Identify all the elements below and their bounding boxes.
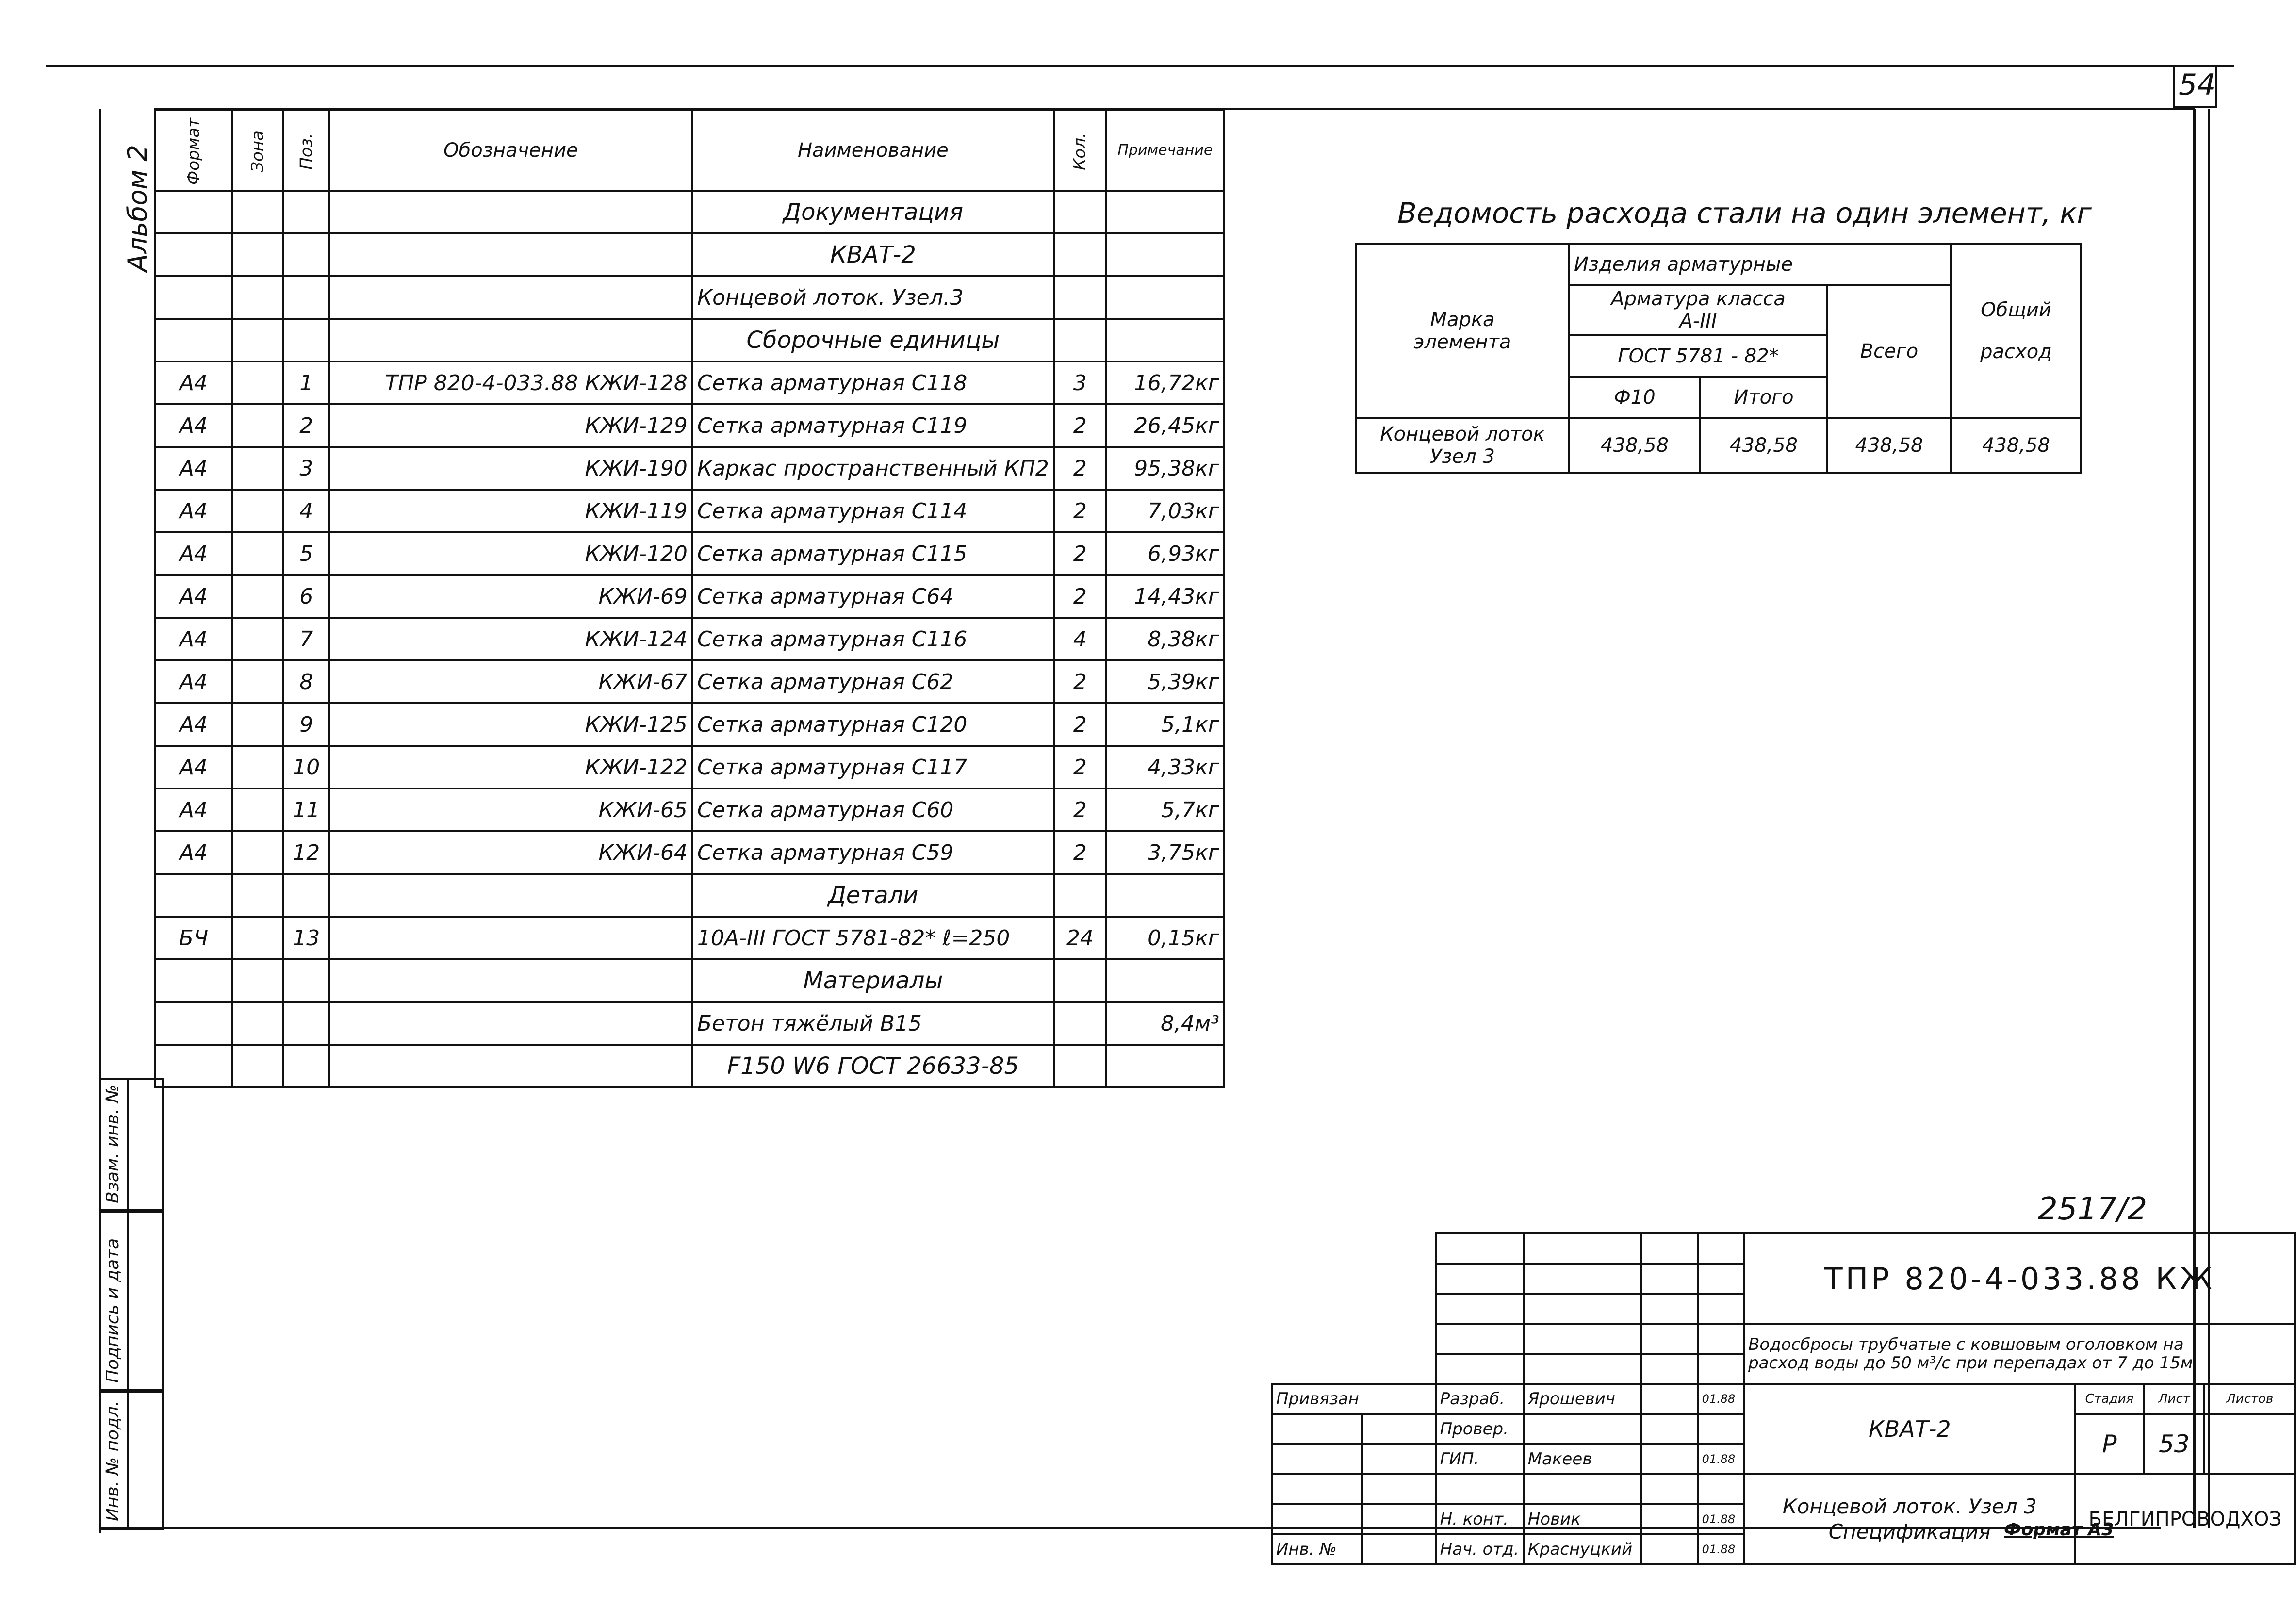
spec-row bbox=[155, 447, 1224, 490]
spec-format-cell bbox=[155, 959, 232, 1002]
spec-zone-cell bbox=[232, 703, 283, 746]
spec-zone-cell bbox=[232, 831, 283, 874]
spec-designation-cell bbox=[329, 233, 692, 276]
signature-5 bbox=[1641, 1534, 1698, 1564]
spec-qty-cell: 24 bbox=[1054, 917, 1106, 959]
spec-designation-cell: КЖИ-122 bbox=[329, 746, 692, 789]
spec-note-cell bbox=[1106, 959, 1224, 1002]
row-phi: 438,58 bbox=[1569, 418, 1700, 473]
spec-name-cell: Сетка арматурная С60 bbox=[692, 789, 1054, 831]
spec-designation-cell: ТПР 820-4-033.88 КЖИ-128 bbox=[329, 361, 692, 404]
role-0: Разраб. bbox=[1436, 1384, 1524, 1414]
spec-designation-cell bbox=[329, 1045, 692, 1087]
spec-name-cell: Сетка арматурная С120 bbox=[692, 703, 1054, 746]
sheet-header: Лист bbox=[2144, 1384, 2204, 1414]
name-header: Наименование bbox=[692, 110, 1054, 191]
spec-row bbox=[155, 789, 1224, 831]
gost-header: ГОСТ 5781 - 82* bbox=[1569, 335, 1827, 377]
name-4: Новик bbox=[1524, 1504, 1641, 1534]
spec-note-cell: 95,38кг bbox=[1106, 447, 1224, 490]
spec-qty-cell: 2 bbox=[1054, 703, 1106, 746]
spec-format-cell: А4 bbox=[155, 831, 232, 874]
spec-format-cell bbox=[155, 191, 232, 233]
spec-zone-cell bbox=[232, 404, 283, 447]
spec-format-cell bbox=[155, 874, 232, 917]
sheets-value bbox=[2204, 1414, 2295, 1474]
spec-row bbox=[155, 276, 1224, 319]
spec-pos-cell: 12 bbox=[283, 831, 329, 874]
stage-header: Стадия bbox=[2075, 1384, 2144, 1414]
side-inv-podl-label: Инв. № подл. bbox=[103, 1400, 123, 1521]
privyazan-label: Привязан bbox=[1272, 1384, 1436, 1414]
spec-note-cell: 14,43кг bbox=[1106, 575, 1224, 618]
side-vzam-inv-label: Взам. инв. № bbox=[103, 1084, 123, 1203]
role-3 bbox=[1436, 1474, 1524, 1504]
spec-format-cell bbox=[155, 1002, 232, 1045]
date-0: 01.88 bbox=[1698, 1384, 1745, 1414]
spec-qty-cell bbox=[1054, 319, 1106, 361]
spec-name-cell: Документация bbox=[692, 191, 1054, 233]
spec-pos-cell: 13 bbox=[283, 917, 329, 959]
spec-row bbox=[155, 703, 1224, 746]
designation-header: Обозначение bbox=[329, 110, 692, 191]
spec-note-cell bbox=[1106, 874, 1224, 917]
spec-qty-cell bbox=[1054, 959, 1106, 1002]
name-0: Ярошевич bbox=[1524, 1384, 1641, 1414]
spec-pos-cell: 3 bbox=[283, 447, 329, 490]
spec-row bbox=[155, 490, 1224, 532]
sheet-number: 54 bbox=[2179, 68, 2216, 102]
spec-zone-cell bbox=[232, 233, 283, 276]
spec-designation-cell bbox=[329, 319, 692, 361]
spec-qty-cell bbox=[1054, 233, 1106, 276]
spec-row bbox=[155, 618, 1224, 660]
spec-designation-cell: КЖИ-190 bbox=[329, 447, 692, 490]
spec-designation-cell: КЖИ-125 bbox=[329, 703, 692, 746]
spec-name-cell: Сетка арматурная С117 bbox=[692, 746, 1054, 789]
spec-name-cell: Сетка арматурная С116 bbox=[692, 618, 1054, 660]
subtotal-header: Итого bbox=[1700, 377, 1827, 418]
spec-format-cell: А4 bbox=[155, 575, 232, 618]
spec-qty-cell bbox=[1054, 1045, 1106, 1087]
spec-row bbox=[155, 319, 1224, 361]
spec-row bbox=[155, 831, 1224, 874]
row-overall: 438,58 bbox=[1951, 418, 2081, 473]
spec-zone-cell bbox=[232, 917, 283, 959]
spec-name-cell: Каркас пространственный КП2 bbox=[692, 447, 1054, 490]
frame-top-line bbox=[46, 65, 2234, 67]
spec-pos-cell: 1 bbox=[283, 361, 329, 404]
spec-row bbox=[155, 1045, 1224, 1087]
spec-qty-cell: 3 bbox=[1054, 361, 1106, 404]
spec-note-cell: 26,45кг bbox=[1106, 404, 1224, 447]
spec-zone-cell bbox=[232, 319, 283, 361]
spec-row bbox=[155, 404, 1224, 447]
sheets-header: Листов bbox=[2204, 1384, 2295, 1414]
spec-format-cell: А4 bbox=[155, 618, 232, 660]
spec-header-row bbox=[155, 110, 1224, 191]
spec-pos-cell bbox=[283, 959, 329, 1002]
name-3 bbox=[1524, 1474, 1641, 1504]
spec-note-cell bbox=[1106, 276, 1224, 319]
spec-qty-cell: 2 bbox=[1054, 789, 1106, 831]
spec-note-cell bbox=[1106, 233, 1224, 276]
spec-note-cell: 8,4м³ bbox=[1106, 1002, 1224, 1045]
spec-name-cell: Сборочные единицы bbox=[692, 319, 1054, 361]
spec-qty-cell bbox=[1054, 1002, 1106, 1045]
spec-format-cell: А4 bbox=[155, 490, 232, 532]
spec-note-cell: 5,7кг bbox=[1106, 789, 1224, 831]
row-subtotal: 438,58 bbox=[1700, 418, 1827, 473]
class-header: Арматура класса А-III bbox=[1569, 285, 1827, 335]
spec-row bbox=[155, 874, 1224, 917]
signature-0 bbox=[1641, 1384, 1698, 1414]
spec-pos-cell bbox=[283, 319, 329, 361]
title-block bbox=[1271, 1232, 2296, 1565]
name-2: Макеев bbox=[1524, 1444, 1641, 1474]
name-1 bbox=[1524, 1414, 1641, 1444]
spec-designation-cell: КЖИ-69 bbox=[329, 575, 692, 618]
stage-value: Р bbox=[2075, 1414, 2144, 1474]
spec-designation-cell bbox=[329, 276, 692, 319]
spec-pos-cell bbox=[283, 233, 329, 276]
role-4: Н. конт. bbox=[1436, 1504, 1524, 1534]
role-2: ГИП. bbox=[1436, 1444, 1524, 1474]
spec-zone-cell bbox=[232, 959, 283, 1002]
spec-qty-cell: 2 bbox=[1054, 831, 1106, 874]
steel-consumption-table bbox=[1355, 243, 2082, 474]
spec-zone-cell bbox=[232, 660, 283, 703]
spec-note-cell: 6,93кг bbox=[1106, 532, 1224, 575]
project-description: Водосбросы трубчатые с ковшовым оголовком на расход воды до 50 м³/с при перепадах от 7 до 15м. bbox=[1744, 1324, 2295, 1384]
spec-qty-cell bbox=[1054, 191, 1106, 233]
spec-designation-cell bbox=[329, 917, 692, 959]
pos-header: Поз. bbox=[283, 110, 329, 191]
format-header: Формат bbox=[155, 110, 232, 191]
spec-note-cell bbox=[1106, 1045, 1224, 1087]
sheet-title: Концевой лоток. Узел 3 Спецификация bbox=[1744, 1474, 2075, 1564]
spec-format-cell: А4 bbox=[155, 660, 232, 703]
spec-name-cell: Сетка арматурная С62 bbox=[692, 660, 1054, 703]
spec-note-cell: 3,75кг bbox=[1106, 831, 1224, 874]
date-3 bbox=[1698, 1474, 1745, 1504]
spec-name-cell: Бетон тяжёлый В15 bbox=[692, 1002, 1054, 1045]
spec-zone-cell bbox=[232, 789, 283, 831]
qty-header: Кол. bbox=[1054, 110, 1106, 191]
date-4: 01.88 bbox=[1698, 1504, 1745, 1534]
spec-zone-cell bbox=[232, 618, 283, 660]
spec-note-cell: 0,15кг bbox=[1106, 917, 1224, 959]
spec-name-cell: 10А-III ГОСТ 5781-82* ℓ=250 bbox=[692, 917, 1054, 959]
spec-note-cell: 7,03кг bbox=[1106, 490, 1224, 532]
spec-row bbox=[155, 532, 1224, 575]
inv-no-label: Инв. № bbox=[1272, 1534, 1362, 1564]
spec-name-cell: Сетка арматурная С114 bbox=[692, 490, 1054, 532]
role-5: Нач. отд. bbox=[1436, 1534, 1524, 1564]
spec-pos-cell: 6 bbox=[283, 575, 329, 618]
spec-designation-cell bbox=[329, 959, 692, 1002]
signature-4 bbox=[1641, 1504, 1698, 1534]
spec-qty-cell: 2 bbox=[1054, 490, 1106, 532]
spec-name-cell: Сетка арматурная С118 bbox=[692, 361, 1054, 404]
spec-row bbox=[155, 361, 1224, 404]
spec-zone-cell bbox=[232, 361, 283, 404]
spec-qty-cell: 2 bbox=[1054, 746, 1106, 789]
spec-pos-cell: 10 bbox=[283, 746, 329, 789]
mark-header: Марка элемента bbox=[1356, 244, 1569, 418]
spec-zone-cell bbox=[232, 1045, 283, 1087]
spec-zone-cell bbox=[232, 532, 283, 575]
format-label: Формат А3 bbox=[2004, 1520, 2114, 1540]
spec-row bbox=[155, 191, 1224, 233]
spec-format-cell: А4 bbox=[155, 789, 232, 831]
document-code: ТПР 820-4-033.88 КЖ bbox=[1744, 1233, 2295, 1324]
spec-name-cell: Сетка арматурная С115 bbox=[692, 532, 1054, 575]
spec-qty-cell: 2 bbox=[1054, 660, 1106, 703]
specification-table bbox=[154, 109, 1225, 1088]
spec-designation-cell: КЖИ-119 bbox=[329, 490, 692, 532]
spec-zone-cell bbox=[232, 490, 283, 532]
spec-name-cell: Сетка арматурная С64 bbox=[692, 575, 1054, 618]
spec-row bbox=[155, 959, 1224, 1002]
spec-pos-cell bbox=[283, 191, 329, 233]
spec-qty-cell bbox=[1054, 276, 1106, 319]
spec-name-cell: Детали bbox=[692, 874, 1054, 917]
spec-format-cell: А4 bbox=[155, 746, 232, 789]
spec-pos-cell bbox=[283, 276, 329, 319]
note-header: Примечание bbox=[1106, 110, 1224, 191]
spec-qty-cell: 2 bbox=[1054, 575, 1106, 618]
spec-qty-cell: 2 bbox=[1054, 404, 1106, 447]
spec-row bbox=[155, 746, 1224, 789]
name-5: Краснуцкий bbox=[1524, 1534, 1641, 1564]
spec-pos-cell bbox=[283, 1045, 329, 1087]
spec-pos-cell: 9 bbox=[283, 703, 329, 746]
spec-designation-cell: КЖИ-120 bbox=[329, 532, 692, 575]
spec-zone-cell bbox=[232, 874, 283, 917]
date-5: 01.88 bbox=[1698, 1534, 1745, 1564]
phi-header: Ф10 bbox=[1569, 377, 1700, 418]
signature-2 bbox=[1641, 1444, 1698, 1474]
spec-format-cell: А4 bbox=[155, 703, 232, 746]
spec-pos-cell: 4 bbox=[283, 490, 329, 532]
sheet-value: 53 bbox=[2144, 1414, 2204, 1474]
steel-table-title: Ведомость расхода стали на один элемент, кг bbox=[1397, 197, 2092, 230]
spec-row bbox=[155, 575, 1224, 618]
spec-qty-cell bbox=[1054, 874, 1106, 917]
spec-name-cell: F150 W6 ГОСТ 26633-85 bbox=[692, 1045, 1054, 1087]
spec-pos-cell: 2 bbox=[283, 404, 329, 447]
side-signature-label: Подпись и дата bbox=[103, 1238, 123, 1383]
spec-zone-cell bbox=[232, 191, 283, 233]
spec-format-cell: А4 bbox=[155, 361, 232, 404]
spec-qty-cell: 4 bbox=[1054, 618, 1106, 660]
spec-designation-cell bbox=[329, 191, 692, 233]
spec-row bbox=[155, 660, 1224, 703]
spec-qty-cell: 2 bbox=[1054, 532, 1106, 575]
spec-designation-cell: КЖИ-129 bbox=[329, 404, 692, 447]
total-header: Всего bbox=[1827, 285, 1951, 418]
spec-designation-cell bbox=[329, 874, 692, 917]
spec-pos-cell: 5 bbox=[283, 532, 329, 575]
spec-designation-cell: КЖИ-65 bbox=[329, 789, 692, 831]
spec-note-cell: 16,72кг bbox=[1106, 361, 1224, 404]
spec-name-cell: Сетка арматурная С119 bbox=[692, 404, 1054, 447]
archive-number: 2517/2 bbox=[2038, 1191, 2148, 1227]
date-1 bbox=[1698, 1414, 1745, 1444]
spec-pos-cell bbox=[283, 874, 329, 917]
row-total: 438,58 bbox=[1827, 418, 1951, 473]
role-1: Провер. bbox=[1436, 1414, 1524, 1444]
spec-zone-cell bbox=[232, 575, 283, 618]
spec-format-cell: А4 bbox=[155, 532, 232, 575]
spec-name-cell: Сетка арматурная С59 bbox=[692, 831, 1054, 874]
spec-row bbox=[155, 1002, 1224, 1045]
spec-designation-cell: КЖИ-64 bbox=[329, 831, 692, 874]
album-label: Альбом 2 bbox=[122, 145, 153, 272]
spec-note-cell: 8,38кг bbox=[1106, 618, 1224, 660]
date-2: 01.88 bbox=[1698, 1444, 1745, 1474]
spec-pos-cell: 7 bbox=[283, 618, 329, 660]
spec-name-cell: КВАТ-2 bbox=[692, 233, 1054, 276]
side-stamp-divider bbox=[127, 1078, 129, 1527]
spec-designation-cell: КЖИ-124 bbox=[329, 618, 692, 660]
spec-note-cell: 5,39кг bbox=[1106, 660, 1224, 703]
zone-header: Зона bbox=[232, 110, 283, 191]
spec-format-cell: А4 bbox=[155, 404, 232, 447]
overall-header: Общий расход bbox=[1951, 244, 2081, 418]
spec-zone-cell bbox=[232, 447, 283, 490]
spec-note-cell bbox=[1106, 191, 1224, 233]
spec-note-cell: 4,33кг bbox=[1106, 746, 1224, 789]
spec-zone-cell bbox=[232, 746, 283, 789]
spec-zone-cell bbox=[232, 276, 283, 319]
spec-pos-cell: 11 bbox=[283, 789, 329, 831]
organization: БЕЛГИПРОВОДХОЗ bbox=[2075, 1474, 2296, 1564]
spec-note-cell bbox=[1106, 319, 1224, 361]
row-mark: Концевой лоток Узел 3 bbox=[1356, 418, 1569, 473]
spec-row bbox=[155, 917, 1224, 959]
spec-row bbox=[155, 233, 1224, 276]
spec-name-cell: Материалы bbox=[692, 959, 1054, 1002]
spec-format-cell bbox=[155, 276, 232, 319]
spec-format-cell bbox=[155, 233, 232, 276]
spec-name-cell: Концевой лоток. Узел.3 bbox=[692, 276, 1054, 319]
spec-format-cell: БЧ bbox=[155, 917, 232, 959]
spec-format-cell bbox=[155, 1045, 232, 1087]
spec-designation-cell: КЖИ-67 bbox=[329, 660, 692, 703]
object-name: КВАТ-2 bbox=[1744, 1384, 2075, 1474]
spec-designation-cell bbox=[329, 1002, 692, 1045]
products-header: Изделия арматурные bbox=[1569, 244, 1951, 285]
spec-pos-cell bbox=[283, 1002, 329, 1045]
spec-format-cell bbox=[155, 319, 232, 361]
spec-format-cell: А4 bbox=[155, 447, 232, 490]
spec-qty-cell: 2 bbox=[1054, 447, 1106, 490]
spec-note-cell: 5,1кг bbox=[1106, 703, 1224, 746]
spec-pos-cell: 8 bbox=[283, 660, 329, 703]
spec-zone-cell bbox=[232, 1002, 283, 1045]
